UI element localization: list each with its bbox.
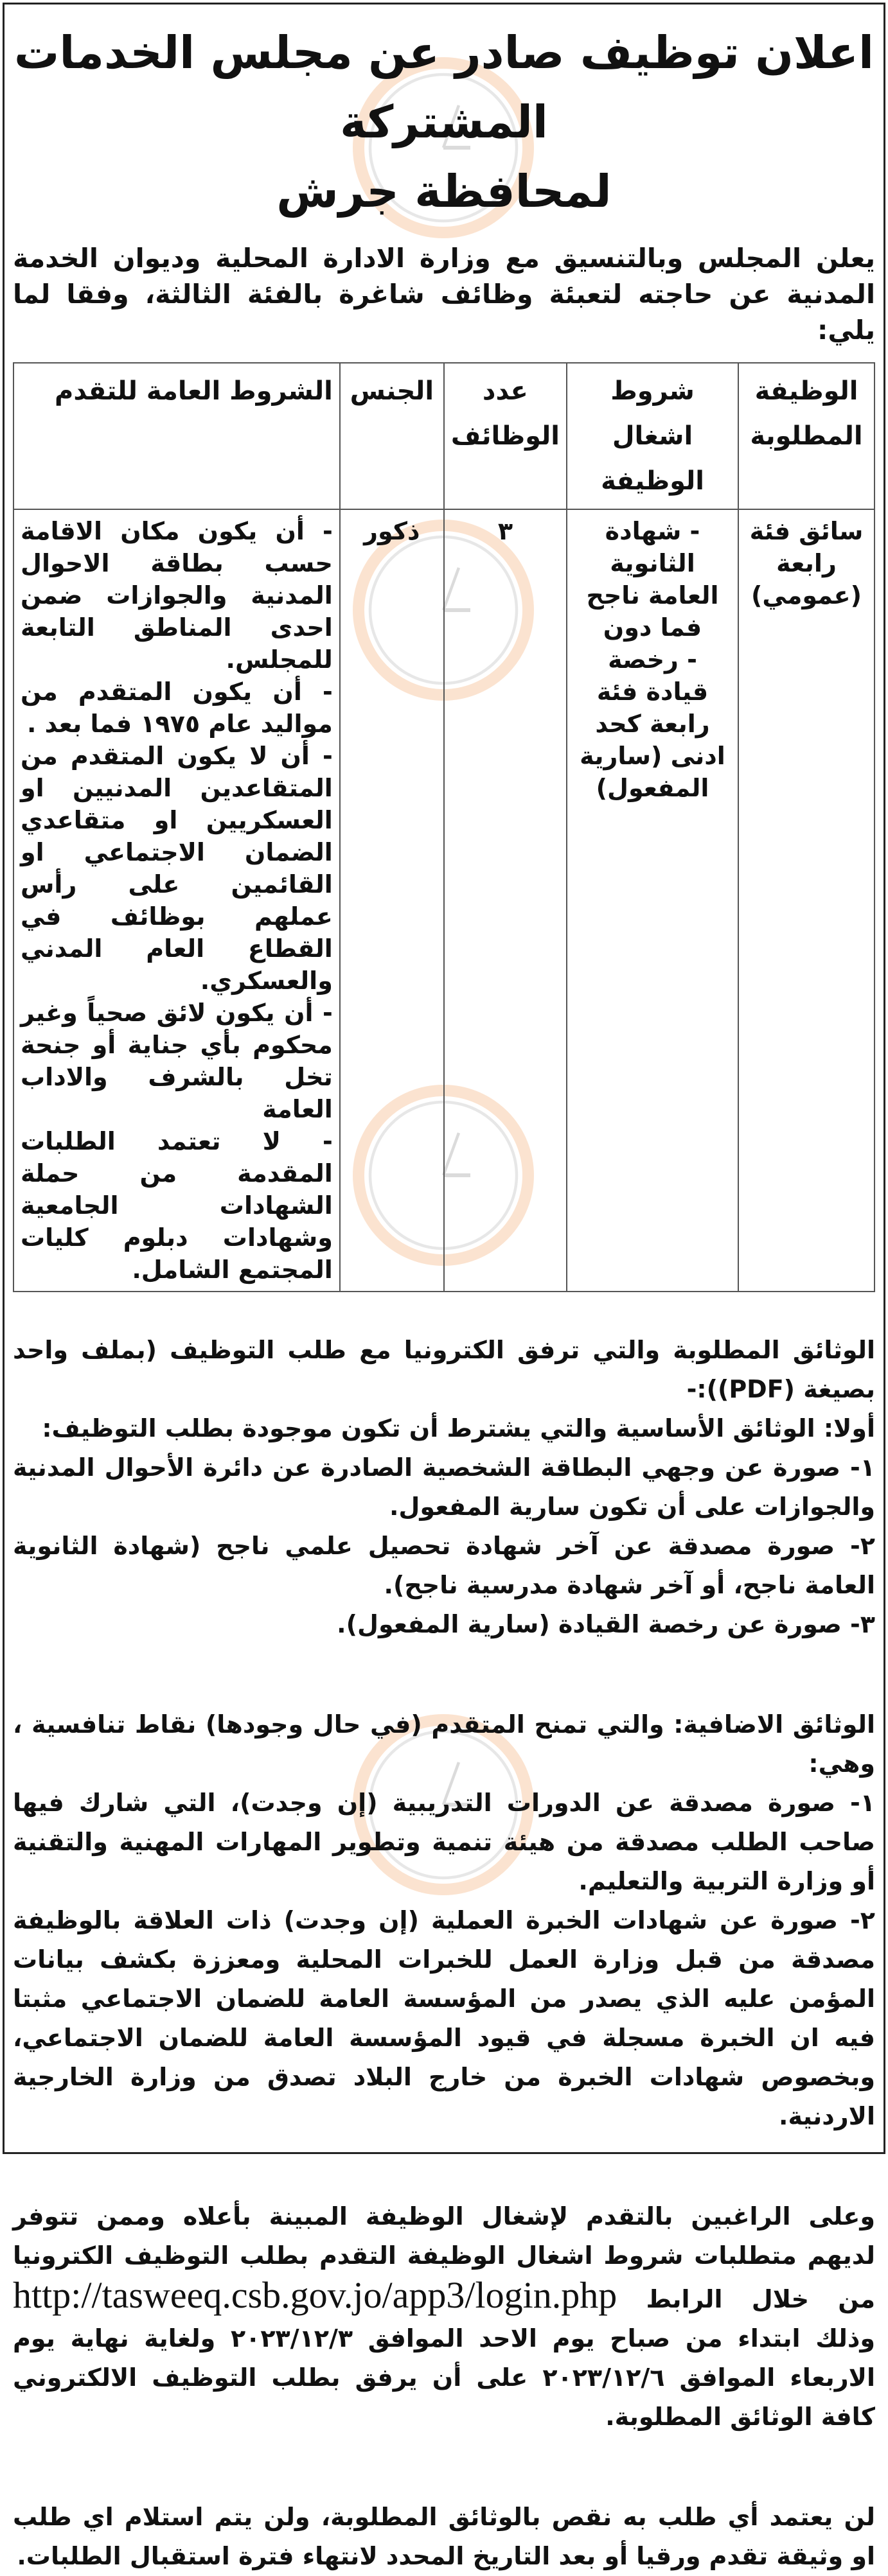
cell-job: سائق فئة رابعة (عمومي) [738,509,875,1292]
header-count: عدد الوظائف [444,363,567,509]
documents-intro: الوثائق المطلوبة والتي ترفق الكترونيا مع طلب التوظيف (بملف واحد بصيغة (PDF)):- [13,1336,875,1403]
title-line: لمحافظة جرش [276,165,612,218]
basic-document-item: ٣- صورة عن رخصة القيادة (سارية المفعول). [337,1610,875,1638]
footer-note: لن يعتمد أي طلب به نقص بالوثائق المطلوبة، ولن يتم استلام اي طلب او وثيقة تقدم ورقيا أو بعد التاريخ المحدد لانتهاء فترة استقبال الطلبات. [13,2503,875,2570]
job-condition: - رخصة قيادة فئة رابعة كحد ادنى (سارية المفعول) [580,645,725,802]
apply-paragraph [13,2197,875,2437]
apply-dates-text: وذلك ابتداء من صباح يوم الاحد الموافق ٢٠٢٣/١٢/٣ ولغاية نهاية يوم الاربعاء الموافق ٢٠٢٣/١٢/٦ على أن يرفق بطلب التوظيف الالكتروني كافة الوثائق المطلوبة. [13,2324,875,2431]
extra-document-item: ١- صورة مصدقة عن الدورات التدريبية (إن وجدت)، التي شارك فيها صاحب الطلب مصدقة من هيئة تنمية وتطوير المهارات المهنية والتقنية أو وزارة التربية والتعليم. [13,1789,875,1895]
extra-document-item: ٢- صورة عن شهادات الخبرة العملية (إن وجدت) ذات العلاقة بالوظيفة مصدقة من قبل وزارة العمل للخبرات المحلية ومعززة بكشف بيانات المؤمن عليه الذي يصدر من المؤسسة العامة للضمان الاجتماعي مثبتا فيه ان الخبرة مسجلة في قيود المؤسسة العامة للضمان الاجتماعي، وبخصوص شهادات الخبرة من خارج البلاد تصدق من وزارة الخارجية الاردنية. [13,1906,875,2130]
general-condition: - لا تعتمد الطلبات المقدمة من حملة الشهادات الجامعية وشهادات دبلوم كليات المجتمع الشامل. [21,1127,333,1284]
announcement-title [13,0,875,226]
cell-count: ٣ [444,509,567,1292]
cell-job-conditions [567,509,738,1292]
announcement [13,0,875,2576]
header-job-conditions: شروط اشغال الوظيفة [567,363,738,509]
apply-text: وعلى الراغبين بالتقدم لإشغال الوظيفة المبينة بأعلاه وممن تتوفر لديهم متطلبات شروط اشغال الوظيفة التقدم بطلب التوظيف الكترونيا من خلال الرابط [13,2202,876,2313]
general-condition: - أن يكون لائق صحياً وغير محكوم بأي جناية أو جنحة تخل بالشرف والاداب العامة [21,999,333,1123]
intro-paragraph: يعلن المجلس وبالتنسيق مع وزارة الادارة المحلية وديوان الخدمة المدنية عن حاجته لتعبئة وظائف شاغرة بالفئة الثالثة، وفقا لما يلي: [13,243,875,346]
application-link[interactable]: http://tasweeq.csb.gov.jo/app3/login.php [13,2274,617,2316]
general-condition: - أن لا يكون المتقدم من المتقاعدين المدنيين او العسكريين او متقاعدي الضمان الاجتماعي او القائمين على رأس عملهم بوظائف في القطاع العام المدني والعسكري. [21,742,333,995]
table-header-row [13,363,875,509]
header-general-conditions: الشروط العامة للتقدم [13,363,340,509]
vacancies-table [13,362,875,1292]
extra-documents-title: الوثائق الاضافية: والتي تمنح المتقدم (في حال وجودها) نقاط تنافسية ، وهي: [13,1710,875,1778]
general-condition: - أن يكون المتقدم من مواليد عام ١٩٧٥ فما بعد . [21,678,333,738]
header-job: الوظيفة المطلوبة [738,363,875,509]
cell-gender: ذكور [340,509,444,1292]
header-gender: الجنس [340,363,444,509]
general-condition: - أن يكون مكان الاقامة حسب بطاقة الاحوال المدنية والجوازات ضمن احدى المناطق التابعة للمجلس. [21,517,333,674]
basic-documents-title: أولا: الوثائق الأساسية والتي يشترط أن تكون موجودة بطلب التوظيف: [42,1414,875,1442]
table-row [13,509,875,1292]
basic-document-item: ٢- صورة مصدقة عن آخر شهادة تحصيل علمي ناجح (شهادة الثانوية العامة ناجح، أو آخر شهادة مدرسية ناجح). [13,1532,875,1599]
job-condition: - شهادة الثانوية العامة ناجح فما دون [586,517,719,642]
basic-document-item: ١- صورة عن وجهي البطاقة الشخصية الصادرة عن دائرة الأحوال المدنية والجوازات على أن تكون سارية المفعول. [13,1453,875,1521]
cell-general-conditions [13,509,340,1292]
title-line: اعلان توظيف صادر عن مجلس الخدمات المشتركة [14,26,874,148]
documents-section [13,1331,875,2576]
